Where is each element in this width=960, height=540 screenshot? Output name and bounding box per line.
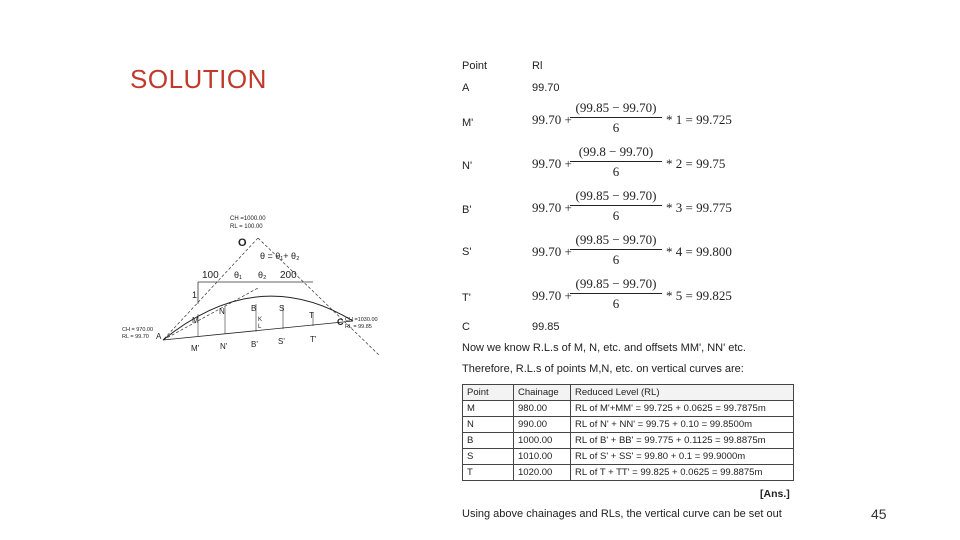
answer-marker: [Ans.] [760,488,790,500]
table-header-rl: Reduced Level (RL) [571,385,794,401]
table-cell: RL of S' + SS' = 99.80 + 0.1 = 99.9000m [571,449,794,465]
calc-row-point: M' [462,117,474,129]
eq-numerator: (99.85 − 99.70) [570,276,662,294]
eq-denominator: 6 [612,296,620,311]
point-label: S' [278,337,285,346]
table-cell: 1020.00 [514,465,571,481]
table-row [463,417,794,433]
table-cell: B [463,433,514,449]
theta1-label: θ₁ [234,270,243,280]
point-label: C [337,317,344,327]
apex-label: O [238,237,247,249]
eq-rhs: * 1 = 99.725 [666,112,732,127]
point-label: B' [251,340,258,349]
calc-row-point: A [462,82,470,94]
point-label: L [258,324,262,330]
eq-denominator: 6 [612,208,620,223]
eq-fraction [570,276,662,312]
eq-fraction [570,100,662,136]
point-label: A [156,332,162,341]
table-cell: N [463,417,514,433]
table-cell: 980.00 [514,401,571,417]
calc-header-rl: Rl [532,60,543,72]
paragraph-known-rls: Now we know R.L.s of M, N, etc. and offsets MM', NN' etc. [462,342,746,354]
point-label: T' [310,335,317,344]
calc-row-value: 99.70 [532,82,560,94]
rise-label: 1 [192,290,198,300]
eq-denominator: 6 [612,120,620,135]
eq-numerator: (99.85 − 99.70) [570,232,662,250]
eq-rhs: * 3 = 99.775 [666,200,732,215]
eq-numerator: (99.8 − 99.70) [570,144,662,162]
point-label: N' [220,342,228,351]
table-cell: 1000.00 [514,433,571,449]
slide-title: SOLUTION [130,64,267,94]
table-cell: M [463,401,514,417]
table-header-row [463,385,794,401]
table-cell: RL of M'+MM' = 99.725 + 0.0625 = 99.7875m [571,401,794,417]
paragraph-therefore: Therefore, R.L.s of points M,N, etc. on vertical curves are: [462,363,744,375]
apex-chainage: CH =1000.00 [230,216,266,222]
eq-lhs: 99.70 + [532,200,572,215]
point-label: N [219,307,225,316]
vertical-curve-diagram [118,208,390,358]
calc-row-point: T' [462,292,471,304]
calc-header-point: Point [462,60,488,72]
table-row [463,401,794,417]
page-number: 45 [871,506,887,522]
table-cell: T [463,465,514,481]
calc-row-point: C [462,321,470,333]
eq-lhs: 99.70 + [532,112,572,127]
apex-rl: RL = 100.00 [230,224,263,230]
table-row [463,433,794,449]
reduced-level-table [462,384,794,481]
table-cell: 1010.00 [514,449,571,465]
eq-rhs: * 5 = 99.825 [666,288,732,303]
dist-left: 100 [202,270,219,281]
point-label: M [192,316,199,325]
point-label: K [258,317,263,323]
table-row [463,449,794,465]
eq-numerator: (99.85 − 99.70) [570,188,662,206]
calc-row-point: B' [462,204,472,216]
eq-lhs: 99.70 + [532,156,572,171]
point-label: B [251,304,257,313]
eq-denominator: 6 [612,252,620,267]
end-chainage: CH =1030.00 [345,317,378,323]
paragraph-setout: Using above chainages and RLs, the vertical curve can be set out [462,508,782,520]
table-cell: RL of N' + NN' = 99.75 + 0.10 = 99.8500m [571,417,794,433]
eq-denominator: 6 [612,164,620,179]
grade-line-left [163,238,258,340]
start-chainage: CH = 970.00 [122,327,154,333]
eq-lhs: 99.70 + [532,244,572,259]
point-label: S [279,304,285,313]
eq-fraction [570,144,662,180]
point-label: T [309,311,314,320]
table-header-point: Point [463,385,514,401]
eq-fraction [570,188,662,224]
eq-fraction [570,232,662,268]
eq-lhs: 99.70 + [532,288,572,303]
table-cell: 990.00 [514,417,571,433]
end-rl: RL = 99.85 [345,324,372,330]
point-label: M' [191,344,200,353]
dist-right: 200 [280,270,297,281]
table-cell: RL of B' + BB' = 99.775 + 0.1125 = 99.8875m [571,433,794,449]
table-cell: RL of T + TT' = 99.825 + 0.0625 = 99.8875m [571,465,794,481]
eq-rhs: * 4 = 99.800 [666,244,732,259]
eq-numerator: (99.85 − 99.70) [570,100,662,118]
calc-row-value: 99.85 [532,321,560,333]
table-row [463,465,794,481]
calc-row-point: S' [462,246,472,258]
eq-rhs: * 2 = 99.75 [666,156,726,171]
calc-row-point: N' [462,160,473,172]
theta-label: θ = θ₁+ θ₂ [260,251,300,261]
theta2-label: θ₂ [258,270,267,280]
table-header-chainage: Chainage [514,385,571,401]
table-cell: S [463,449,514,465]
start-rl: RL = 99.70 [122,334,149,340]
